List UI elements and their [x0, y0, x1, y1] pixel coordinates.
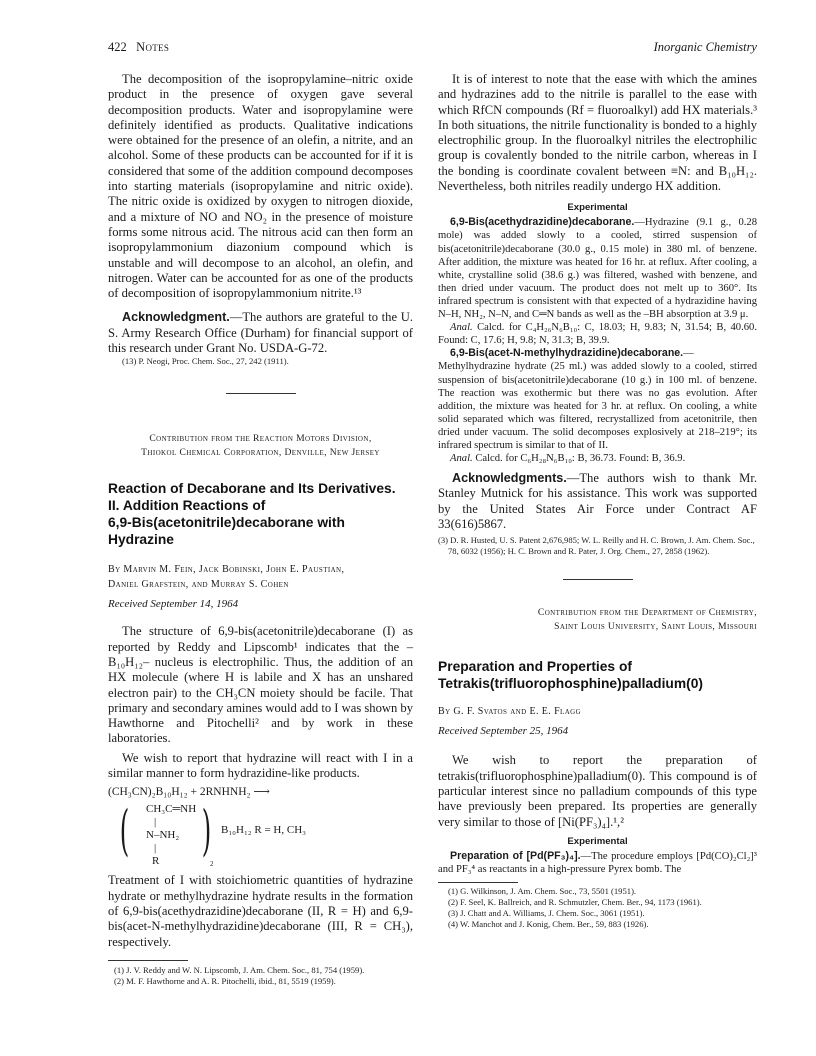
acknowledgment-paragraph	[108, 310, 413, 356]
pd-prep-procedure: —The procedure employs [Pd(CO)₂Cl₂]³ and PF₃⁴ as reactants in a high-pressure Pyrex bomb. The	[438, 850, 757, 875]
experimental-procedure-2	[438, 347, 757, 452]
authors-line-2: Daniel Grafstein, and Murray S. Cohen	[108, 579, 289, 591]
article-title-line-3: 6,9-Bis(acetonitrile)decaborane with Hydrazine	[108, 515, 345, 548]
authors	[108, 562, 413, 592]
authors-line-1: By Marvin M. Fein, Jack Bobinski, John E. Paustian,	[108, 564, 345, 576]
experimental-heading: Experimental	[567, 202, 628, 214]
left-parenthesis: (	[119, 799, 130, 863]
experimental-heading-2: Experimental	[567, 835, 628, 847]
affiliation-line-2: Thiokol Chemical Corporation, Denville, New Jersey	[141, 447, 380, 459]
left-column	[108, 72, 413, 987]
page-number-and-section	[108, 40, 169, 55]
hydrazidine-group	[146, 803, 196, 868]
journal-name: Inorganic Chemistry	[653, 40, 757, 54]
footnote-3: (3) D. R. Husted, U. S. Patent 2,676,985; W. L. Reilly and H. C. Brown, J. Am. Chem. Soc., 78, 6032 (1956); H. C. Brown and R. Pater, J. Org. Chem., 27, 2858 (1962).	[438, 535, 755, 557]
authors-right: By G. F. Svatos and E. E. Flagg	[438, 706, 582, 718]
paragraph-report: We wish to report that hydrazine will react with I in a similar manner to form hydrazidine-like products.	[108, 750, 413, 781]
analysis-2-label: Anal.	[450, 453, 473, 465]
article-title-line-1: Reaction of Decaborane and Its Derivatives.	[108, 481, 396, 497]
acknowledgments-paragraph	[438, 471, 757, 532]
right-column	[438, 72, 757, 930]
struct-right-label: B₁₀H₁₂ R = H, CH₃	[221, 824, 306, 837]
footnote-r1: (1) G. Wilkinson, J. Am. Chem. Soc., 73, 5501 (1951).	[448, 886, 637, 897]
footnote-r4: (4) W. Manchot and J. Konig, Chem. Ber., 59, 883 (1926).	[448, 919, 649, 930]
article-title-right	[438, 658, 757, 692]
acknowledgments-label: Acknowledgments.	[452, 471, 567, 486]
affiliation	[108, 432, 413, 460]
article-title	[108, 480, 413, 548]
struct-line-5: R	[152, 855, 160, 868]
analysis-1-label: Anal.	[450, 322, 473, 334]
right-parenthesis: )	[201, 799, 212, 863]
footnote-r2: (2) F. Seel, K. Ballreich, and R. Schmutzler, Chem. Ber., 94, 1173 (1961).	[448, 897, 702, 908]
page-number: 422	[108, 40, 127, 54]
footnote-r3: (3) J. Chatt and A. Williams, J. Chem. Soc., 3061 (1951).	[448, 908, 645, 919]
product-structure	[108, 801, 413, 869]
experimental-procedure-1	[438, 216, 757, 321]
article-title-right-line-1: Preparation and Properties of	[438, 659, 632, 675]
paragraph-structure: The structure of 6,9-bis(acetonitrile)decaborane (I) as reported by Reddy and Lipscomb¹ indicates that the –B₁₀H₁₂– nucleus is electrophilic. Thus, the addition of an HX molecule (where H is labile and X has an unshared electron pair) to the CH₃CN moiety should be facile. That primary and secondary amines would add to I was shown by Hawthorne and Pitochelli² and by work in these laboratories.	[108, 624, 413, 746]
paragraph-decomposition: The decomposition of the isopropylamine–nitric oxide product in the presence of oxygen gave several decomposition products. Water and isopropylamine were definitely identified as products. Qualitative indications were obtained for the presence of an olefin, a nitrite, and an alcohol. Some of these products can be accounted for if it is considered that some of the addition compound decomposes into starting materials (isopropylamine and nitric oxide). The nitric oxide is oxidized by oxygen to nitrogen dioxide, and a mixture of NO and NO₂ in the presence of moisture forms some nitrous acid. The nitrous acid can then form an isopropylammonium diazonium compound which is unstable and will decompose to an alcohol, an olefin, and nitrogen. Water can be accounted for as one of the products of decomposition of isopropylammonium nitrite.¹³	[108, 72, 413, 301]
compound-ii-procedure: —Hydrazine (9.1 g., 0.28 mole) was added slowly to a cooled, stirred suspension of bis(acetonitrile)decaborane (30.0 g., 0.15 mole) in 380 ml. of benzene. After addition, the mixture was heated for 16 hr. at reflux. After cooling, a white, crystalline solid (38.6 g.) was filtered, washed with benzene, and then dried under vacuum. The product does not melt up to 360°. Its infrared spectrum is consistent with that expected of a hydrazidine having N–H, NH₂, N–N, and C═N bands as well as the –BH absorption at 3.9 μ.	[438, 217, 757, 321]
analysis-1-values: Calcd. for C₄H₂₆N₆B₁₀: C, 18.03; H, 9.83; N, 31.54; B, 40.60. Found: C, 17.6; H, 9.8; N, 31.3; B, 39.9.	[438, 322, 757, 347]
article-title-line-2: II. Addition Reactions of	[108, 498, 266, 514]
struct-line-4: |	[154, 842, 157, 855]
analysis-1	[438, 321, 757, 347]
footnote-2: (2) M. F. Hawthorne and A. R. Pitochelli, ibid., 81, 5519 (1959).	[114, 975, 336, 986]
affiliation-right-line-2: Saint Louis University, Saint Louis, Missouri	[554, 621, 757, 633]
compound-ii-label: 6,9-Bis(acethydrazidine)decaborane.	[450, 216, 635, 229]
struct-subscript: 2	[210, 860, 214, 869]
received-date-right: Received September 25, 1964	[438, 725, 569, 738]
struct-line-1: CH₃C═NH	[146, 803, 197, 816]
equation-reactants: (CH₃CN)₂B₁₀H₁₂ + 2RNHNH₂ ⟶	[108, 786, 270, 799]
analysis-2-values: Calcd. for C₆H₂₈N₆B₁₀: B, 36.73. Found: B, 36.9.	[475, 453, 686, 465]
compound-iii-procedure: —Methylhydrazine hydrate (25 ml.) was added slowly to a cooled, stirred suspension of bis(acetonitrile)decaborane (10 g.) in 100 ml. of benzene. The reaction was exothermic but there was no gas evolution. After addition, the mixture was heated for 3 hr. at reflux. On cooling, a white solid separated which was filtered, recrystallized from acetonitrile, then dried under vacuum. The solid decomposes explosively at 218–219°; its infrared spectrum is similar to that of II.	[438, 348, 757, 451]
reaction-equation	[108, 785, 413, 869]
footnote-13: (13) P. Neogi, Proc. Chem. Soc., 27, 242 (1911).	[122, 356, 289, 367]
received-date: Received September 14, 1964	[108, 598, 239, 611]
struct-line-3: N–NH₂	[146, 829, 180, 842]
footnote-1: (1) J. V. Reddy and W. N. Lipscomb, J. Am. Chem. Soc., 81, 754 (1959).	[114, 964, 365, 975]
pd-prep-label: Preparation of [Pd(PF₃)₄].	[450, 849, 581, 862]
acknowledgment-text: —The authors are grateful to the U. S. Army Research Office (Durham) for financial support of this research under Grant No. USDA-G-72.	[108, 310, 413, 356]
affiliation-line-1: Contribution from the Reaction Motors Division,	[149, 433, 372, 445]
analysis-2	[438, 452, 757, 465]
paragraph-treatment: Treatment of I with stoichiometric quantities of hydrazine hydrate or methylhydrazine hydrate results in the formation of 6,9-bis(acethydrazidine)decaborane (II, R = H) and 6,9-bis(acet-N-methylhydrazidine)decaborane (III, R = CH₃), respectively.	[108, 873, 413, 949]
acknowledgment-label: Acknowledgment.	[122, 310, 230, 325]
acknowledgments-text: —The authors wish to thank Mr. Stanley Mutnick for his assistance. This work was supported by the United States Air Force under Contract AF 33(616)5867.	[438, 471, 757, 532]
paragraph-wish: We wish to report the preparation of tetrakis(trifluorophosphine)palladium(0). This compound is of particular interest since no palladium compounds of this type have previously been prepared. Its properties are generally very similar to those of [Ni(PF₃)₄].¹,²	[438, 753, 757, 829]
page-header	[108, 40, 757, 56]
compound-iii-label: 6,9-Bis(acet-N-methylhydrazidine)decaborane.	[450, 347, 684, 360]
paragraph-interest: It is of interest to note that the ease with which the amines and hydrazines add to the nitrile is parallel to the ease with which RfCN compounds (Rf = fluoroalkyl) add HX materials.³ In both situations, the nitrile functionality is bonded to a highly electrophilic group. In the fluoroalkyl nitriles the electrophilic group is covalently bonded to the nitrile carbon, whereas in I the bonding is coordinate covalent between ≡N: and B₁₀H₁₂. Nevertheless, both nitriles readily undergo HX addition.	[438, 72, 757, 194]
affiliation-right-line-1: Contribution from the Department of Chemistry,	[537, 607, 757, 619]
affiliation-right	[438, 606, 757, 634]
experimental-procedure-3	[438, 850, 757, 876]
section-label: Notes	[136, 40, 170, 54]
struct-line-2: |	[154, 816, 157, 829]
article-title-right-line-2: Tetrakis(trifluorophosphine)palladium(0)	[438, 676, 703, 692]
